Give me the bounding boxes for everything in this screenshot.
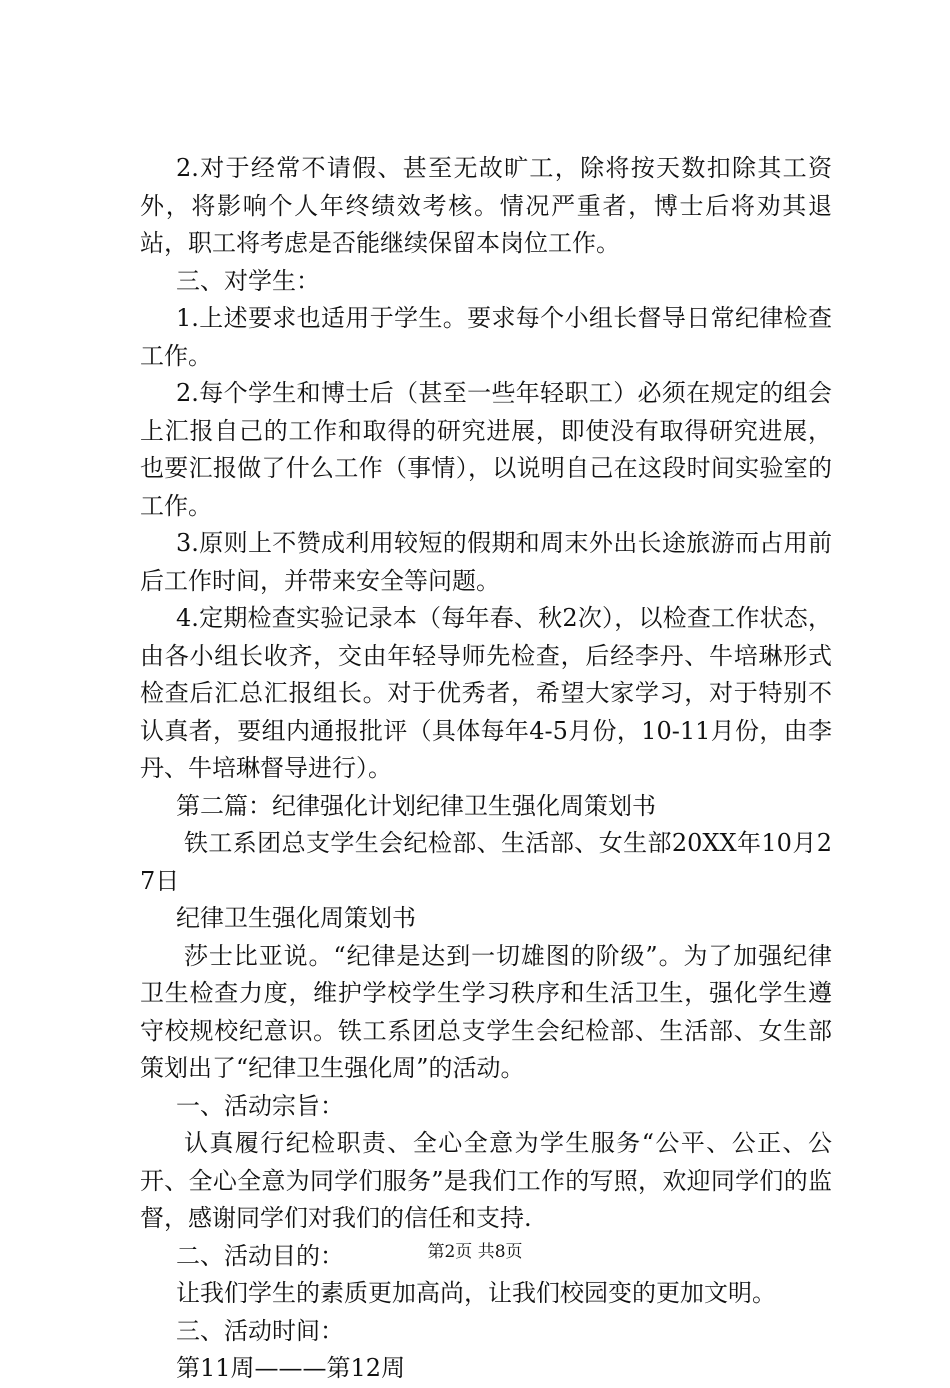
paragraph-student-rule-1: 1.上述要求也适用于学生。要求每个小组长督导日常纪律检查工作。: [140, 304, 832, 370]
chapter-title: 第二篇：纪律强化计划纪律卫生强化周策划书: [176, 791, 656, 820]
page-footer: 第2页 共8页: [427, 1242, 523, 1262]
paragraph-organizer-date: 铁工系团总支学生会纪检部、生活部、女生部20XX年10月27日: [140, 829, 832, 895]
plan-title: 纪律卫生强化周策划书: [176, 904, 416, 932]
paragraph-introduction: 莎士比亚说。“纪律是达到一切雄图的阶级”。为了加强纪律卫生检查力度，维护学校学生学习秩序和生活卫生，强化学生遵守校规校纪意识。铁工系团总支学生会纪检部、生活部、女生部策划出了“纪律卫生强化周”的活动。: [140, 941, 832, 1082]
paragraph-time: 第11周———第12周: [176, 1354, 406, 1382]
paragraph-purpose: 认真履行纪检职责、全心全意为学生服务“公平、公正、公开、全心全意为同学们服务”是我们工作的写照，欢迎同学们的监督，感谢同学们对我们的信任和支持.: [140, 1129, 832, 1232]
document-body: [140, 150, 832, 1388]
paragraph-goal: 让我们学生的素质更加高尚，让我们校园变的更加文明。: [176, 1279, 776, 1307]
section-heading-time: 三、活动时间：: [176, 1316, 344, 1345]
section-heading-students: 三、对学生：: [176, 266, 320, 295]
paragraph-absence-penalty: 2.对于经常不请假、甚至无故旷工，除将按天数扣除其工资外，将影响个人年终绩效考核。情况严重者，博士后将劝其退站，职工将考虑是否能继续保留本岗位工作。: [140, 154, 832, 257]
paragraph-student-rule-4: 4.定期检查实验记录本（每年春、秋2次），以检查工作状态，由各小组长收齐，交由年轻导师先检查，后经李丹、牛培琳形式检查后汇总汇报组长。对于优秀者，希望大家学习，对于特别不认真者，要组内通报批评（具体每年4-5月份，10-11月份，由李丹、牛培琳督导进行）。: [140, 604, 832, 782]
section-heading-goal: 二、活动目的：: [176, 1241, 344, 1270]
paragraph-student-rule-3: 3.原则上不赞成利用较短的假期和周末外出长途旅游而占用前后工作时间，并带来安全等问题。: [140, 529, 832, 595]
section-heading-purpose: 一、活动宗旨：: [176, 1091, 344, 1120]
paragraph-student-rule-2: 2.每个学生和博士后（甚至一些年轻职工）必须在规定的组会上汇报自己的工作和取得的研究进展，即使没有取得研究进展，也要汇报做了什么工作（事情），以说明自己在这段时间实验室的工作。: [140, 379, 832, 520]
